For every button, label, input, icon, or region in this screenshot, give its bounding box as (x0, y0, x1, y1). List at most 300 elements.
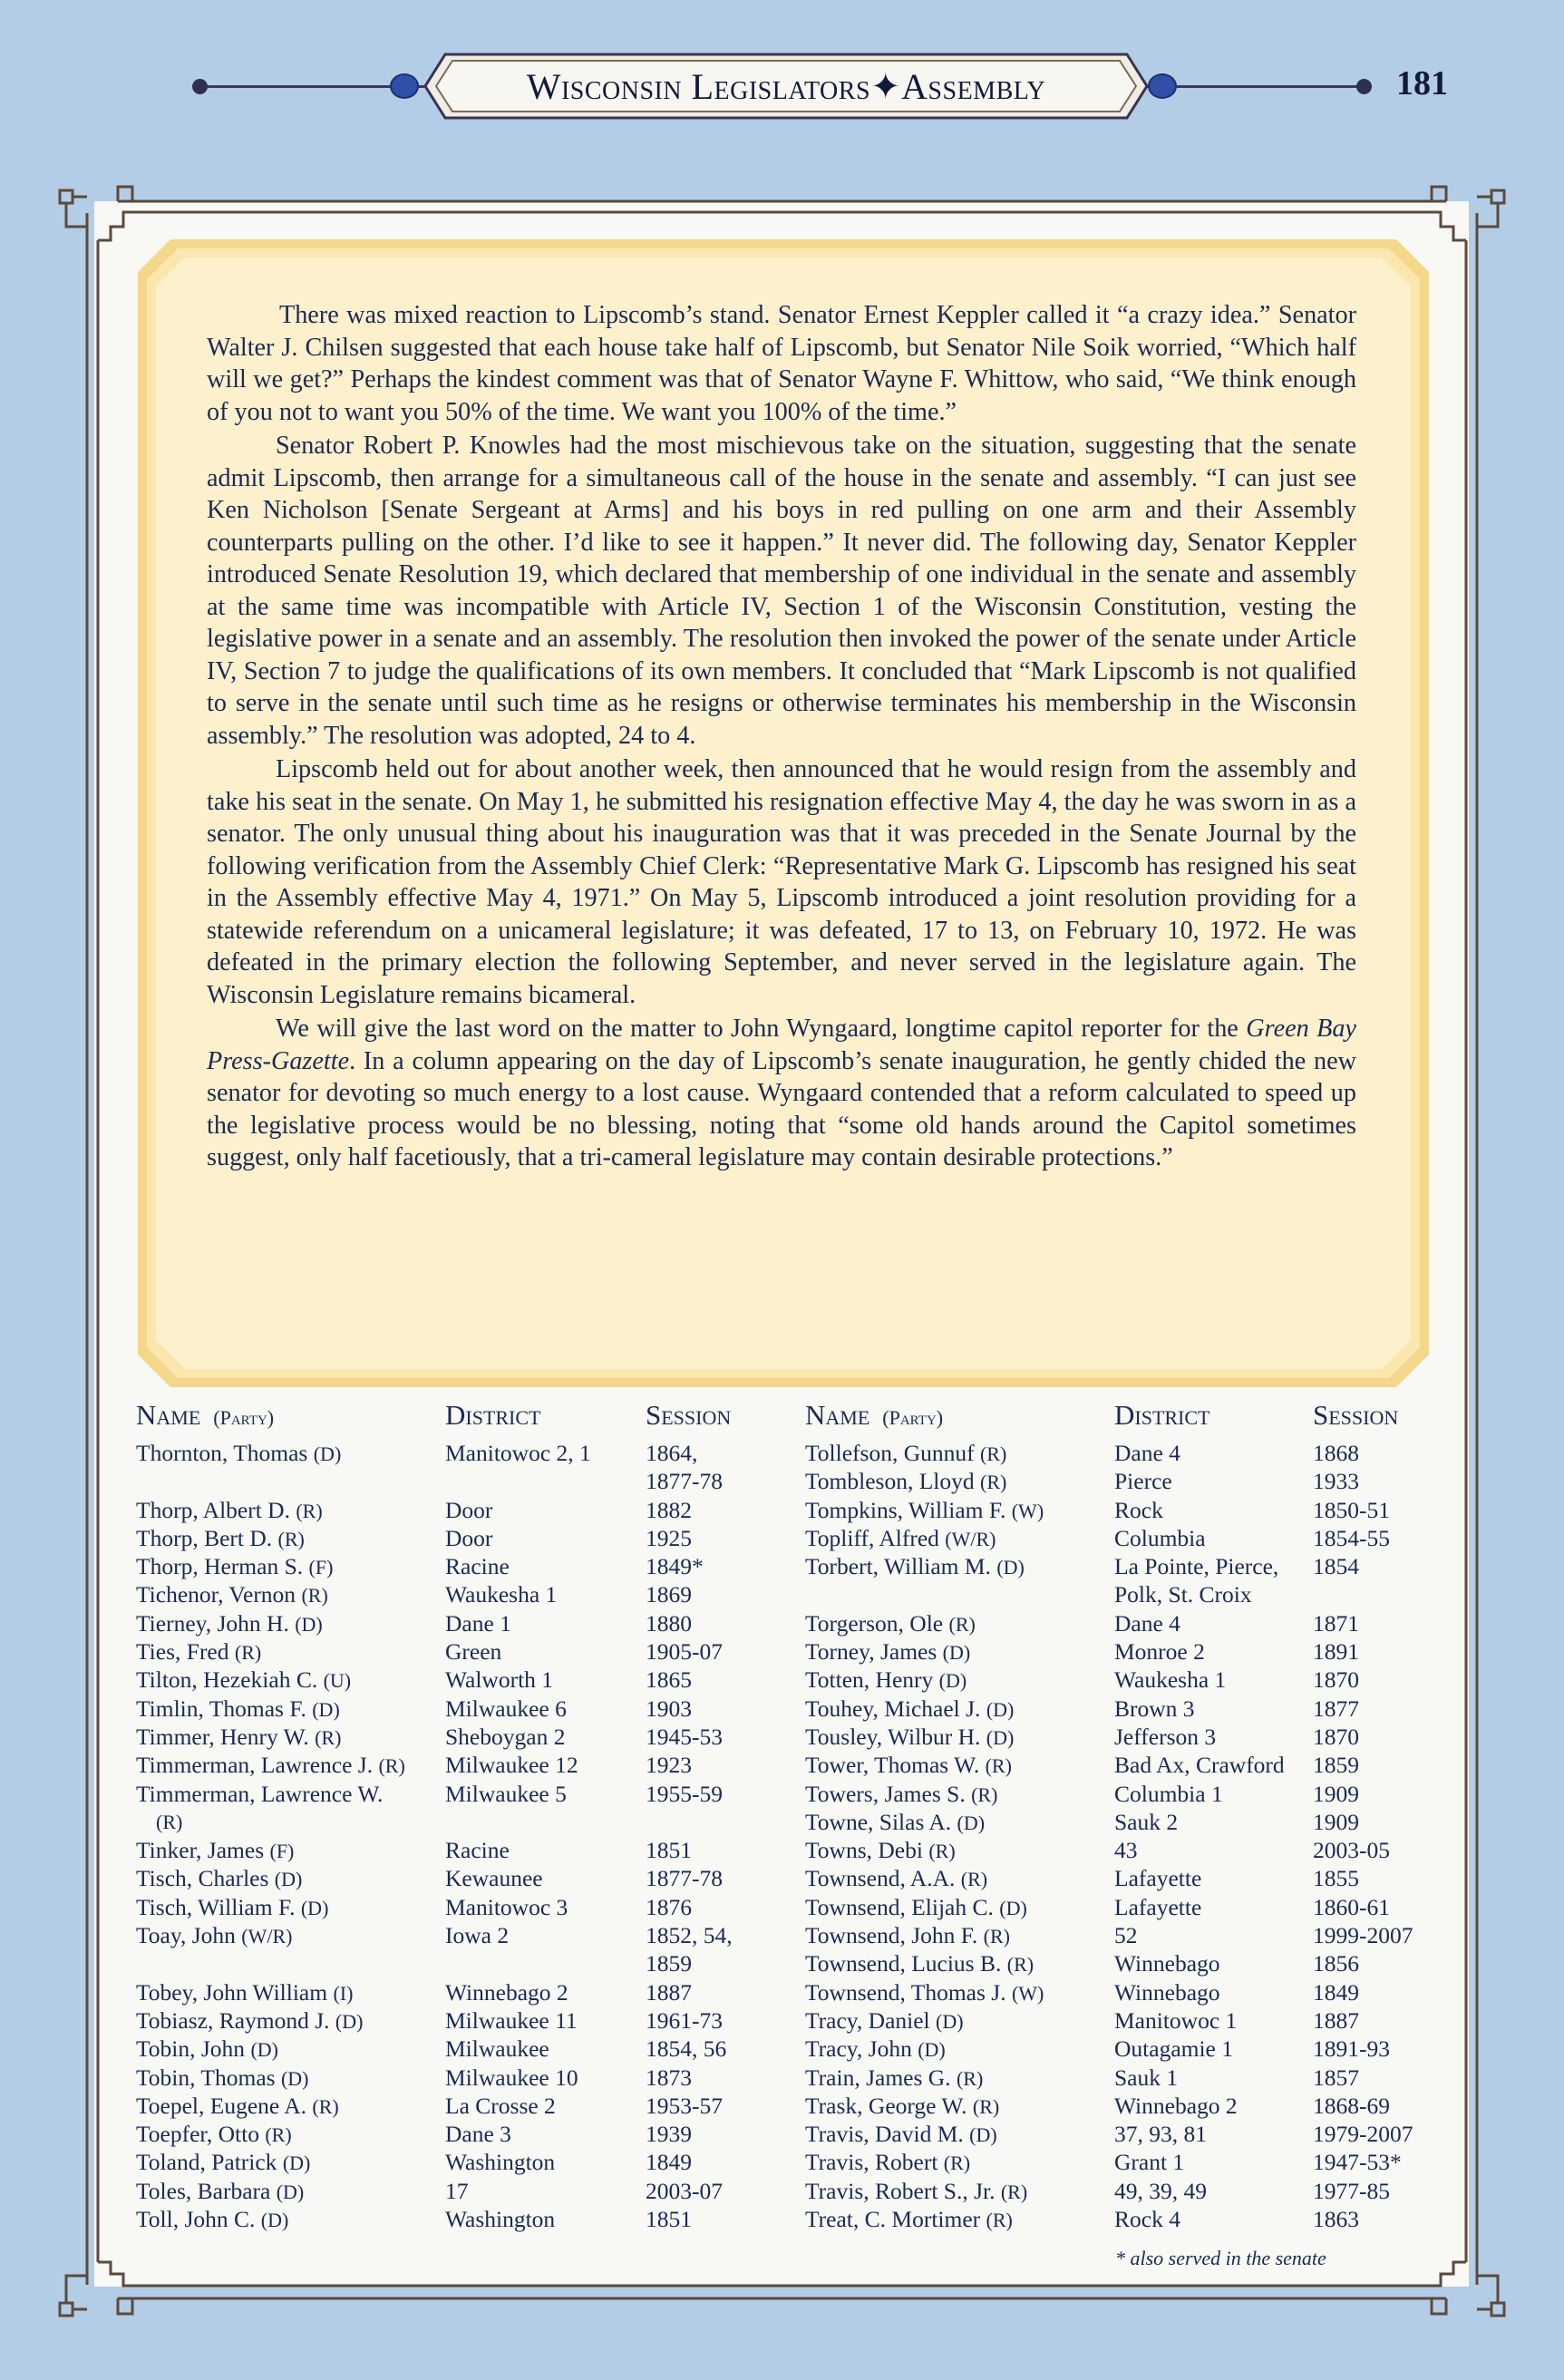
page-header-title: Wisconsin Legislators✦Assembly (526, 65, 1046, 107)
name-text: Tobin, John (136, 2035, 251, 2063)
session-cell: 1851 (646, 2206, 692, 2233)
table-row (805, 1836, 1440, 1864)
legislator-name (805, 1695, 1104, 1724)
legislator-name (805, 2205, 1104, 2234)
district-cell-continued: Polk, St. Croix (1114, 1581, 1252, 1608)
table-row (136, 1524, 771, 1552)
session-cell: 1925 (646, 1524, 692, 1551)
district-cell: La Pointe, Pierce, Polk, St. Croix (1114, 1552, 1309, 1609)
table-row (805, 1609, 1440, 1637)
session-cell: 1864, 1877-78 (646, 1439, 800, 1496)
table-row (805, 2148, 1440, 2176)
page-number: 181 (1396, 64, 1448, 102)
legislator-name (136, 1695, 435, 1724)
table-row (805, 2092, 1440, 2120)
party-label: (R) (234, 1641, 262, 1665)
legislator-name (136, 1552, 435, 1581)
name-text: Treat, C. Mortimer (805, 2206, 986, 2233)
session-cell: 1947-53* (1313, 2149, 1402, 2176)
table-row (805, 1780, 1440, 1808)
district-cell: Dane 3 (445, 2121, 511, 2148)
legislator-name (805, 1637, 1104, 1666)
header-party-label: (Party) (882, 1406, 944, 1429)
name-text: Thorp, Bert D. (136, 1524, 278, 1551)
table-row (136, 1609, 771, 1637)
district-cell: Columbia (1114, 1524, 1206, 1551)
table-row (136, 2064, 771, 2092)
party-label: (D) (274, 1868, 303, 1891)
table-row (805, 2006, 1440, 2035)
session-cell: 1887 (646, 1978, 692, 2006)
legislator-name (136, 1864, 435, 1893)
name-text: Thornton, Thomas (136, 1440, 314, 1466)
session-cell: 1860-61 (1313, 1893, 1390, 1920)
district-cell: Iowa 2 (445, 1922, 510, 1949)
table-row (805, 1496, 1440, 1524)
legislator-name (136, 1836, 435, 1865)
session-cell: 1854 (1313, 1553, 1359, 1580)
legislator-name (805, 1836, 1104, 1865)
session-cell: 1923 (646, 1752, 692, 1779)
legislator-name (136, 2148, 435, 2177)
name-text: Travis, Robert S., Jr. (805, 2177, 1001, 2204)
party-label: (W) (1011, 1981, 1044, 2005)
district-cell: Manitowoc 3 (445, 1893, 568, 1920)
name-text: Torgerson, Ole (805, 1609, 949, 1637)
footnote: * also served in the senate (1115, 2247, 1326, 2269)
session-cell: 1876 (646, 1893, 692, 1920)
party-label: (D) (957, 1811, 986, 1834)
district-cell: Dane 4 (1114, 1440, 1180, 1466)
legislator-name (805, 1893, 1104, 1922)
legislator-name (805, 1609, 1104, 1638)
session-cell: 1850-51 (1313, 1496, 1390, 1523)
table-row (805, 1949, 1440, 1977)
party-label: (D) (918, 2038, 946, 2062)
party-label: (R) (312, 2094, 339, 2118)
table-row (136, 2035, 771, 2063)
session-cell: 1905-07 (646, 1638, 723, 1666)
session-cell: 1891 (1313, 1638, 1359, 1666)
name-text: Tower, Thomas W. (805, 1752, 986, 1779)
session-cell: 1852, 54, 1859 (646, 1921, 800, 1978)
party-label: (D) (276, 2180, 305, 2203)
session-cell: 1870 (1313, 1666, 1359, 1694)
legislator-name (136, 1524, 435, 1553)
district-cell: Columbia 1 (1114, 1780, 1223, 1807)
name-text: Totten, Henry (805, 1666, 939, 1694)
session-cell: 1849* (646, 1553, 704, 1580)
district-cell: Milwaukee 5 (445, 1780, 567, 1807)
session-cell: 2003-07 (646, 2177, 723, 2204)
name-text: Tracy, John (805, 2035, 918, 2063)
party-label: (D) (250, 2038, 278, 2062)
table-row (805, 1439, 1440, 1467)
session-cell: 1871 (1313, 1609, 1359, 1637)
table-row (805, 2120, 1440, 2148)
legislator-name (805, 1780, 1104, 1809)
legislator-name (805, 2177, 1104, 2206)
column-header-name (136, 1401, 274, 1432)
name-text: Torney, James (805, 1638, 943, 1666)
name-text: Toles, Barbara (136, 2177, 277, 2204)
district-cell: Green (445, 1638, 502, 1666)
legislator-name (805, 1751, 1104, 1780)
session-cell: 1903 (646, 1695, 692, 1722)
party-label: (R) (296, 1499, 323, 1522)
legislator-rows (805, 1439, 1440, 2233)
legislator-name (805, 1524, 1104, 1553)
story-paragraph (207, 1013, 1356, 1174)
table-row (136, 1439, 771, 1496)
district-cell: Winnebago (1114, 1950, 1220, 1977)
story-paragraph: There was mixed reaction to Lipscomb’s stand. Senator Ernest Keppler called it “a crazy idea.” Senator Walter J. Chilsen suggested that each house take half of Lipscomb, but Senator Nile Soik worried, “Which half will we get?” Perhaps the kindest comment was that of Senator Wayne F. Whittow, who said, “We think enough of you not to want you 50% of the time. We want you 100% of the time.” (207, 301, 1356, 426)
district-cell: Manitowoc 1 (1114, 2006, 1238, 2034)
name-text: Tisch, William F. (136, 1893, 301, 1920)
table-row (805, 1467, 1440, 1495)
table-row (136, 2120, 771, 2148)
table-row (805, 1552, 1440, 1609)
district-cell: Washington (445, 2149, 556, 2176)
header-name-label: Name (805, 1399, 870, 1431)
name-text: Travis, Robert (805, 2149, 944, 2176)
name-text: Tierney, John H. (136, 1609, 296, 1637)
district-cell: Pierce (1114, 1468, 1172, 1495)
district-cell: Door (445, 1496, 493, 1523)
table-row (136, 2148, 771, 2176)
legislator-name (136, 2035, 435, 2064)
district-cell: Milwaukee 10 (445, 2064, 578, 2091)
district-cell: Dane 4 (1114, 1609, 1180, 1637)
session-cell: 1882 (646, 1496, 692, 1523)
table-row (136, 1893, 771, 1921)
party-label: (D) (936, 2009, 964, 2033)
table-row (136, 1780, 771, 1837)
party-label: (D) (260, 2209, 289, 2232)
session-cell: 1877 (1313, 1695, 1359, 1722)
legislator-name (136, 1921, 435, 1950)
district-cell: Winnebago 2 (1114, 2092, 1238, 2119)
story-text-run: . In a column appearing on the day of Lipscomb’s senate inauguration, he gently chided the new senator for devoting so much energy to a lost cause. Wyngaard contended that a reform calculated to speed up the legislative process would be no blessing, noting that “some old hands around the Capitol sometimes suggest, only half facetiously, that a tri-cameral legislature may contain desirable protections.” (207, 1046, 1356, 1171)
district-cell: Washington (445, 2206, 556, 2233)
legislator-name (805, 1467, 1104, 1496)
legislator-name (805, 2035, 1104, 2064)
name-text: Townsend, Thomas J. (805, 1978, 1012, 2006)
legislator-name (136, 1751, 435, 1780)
session-cell: 1933 (1313, 1468, 1359, 1495)
name-text: Topliff, Alfred (805, 1524, 946, 1551)
party-label: (R) (1006, 1953, 1035, 1977)
party-label: (I) (333, 1981, 354, 2005)
legislator-name (805, 1666, 1104, 1695)
session-cell: 1877-78 (646, 1865, 723, 1892)
legislator-name (805, 1921, 1104, 1950)
district-cell: Lafayette (1114, 1865, 1202, 1892)
header-name-label: Name (136, 1399, 201, 1431)
table-row (136, 1496, 771, 1524)
publication-title: Green Bay Press-Gazette (207, 1015, 1356, 1075)
legislator-name (136, 1723, 435, 1752)
session-cell: 1953-57 (646, 2092, 723, 2119)
district-cell: Winnebago 2 (445, 1978, 568, 2006)
district-cell: Door (445, 1524, 493, 1551)
session-cell: 1909 (1313, 1808, 1359, 1835)
session-cell: 1849 (646, 2149, 692, 2176)
legislator-name (805, 1978, 1104, 2007)
story-paragraph: Senator Robert P. Knowles had the most mischievous take on the situation, suggesting that the senate admit Lipscomb, then arrange for a simultaneous call of the house in the senate and assembly. “I can just see Ken Nicholson [Senate Sergeant at Arms] and his boys in red pulling on one arm and their Assembly counterparts pulling on the other. I’d like to see it happen.” It never did. The following day, Senator Keppler introduced Senate Resolution 19, which declared that membership of one individual in the senate and assembly at the same time was incompatible with Article IV, Section 1 of the Wisconsin Constitution, vesting the legislative power in a senate and an assembly. The resolution then invoked the power of the senate under Article IV, Section 7 to judge the qualifications of its own members. It concluded that “Mark Lipscomb is not qualified to serve in the senate until such time as he resigns or otherwise terminates his membership in the Wisconsin assembly.” The resolution was adopted, 24 to 4. (207, 432, 1356, 750)
session-cell: 1855 (1313, 1865, 1359, 1892)
name-text: Towns, Debi (805, 1837, 929, 1864)
party-label: (D) (312, 1697, 340, 1721)
party-label: (W/R) (241, 1925, 293, 1948)
name-text: Tobey, John William (136, 1978, 334, 2006)
legislator-name (136, 1580, 435, 1609)
district-cell: Winnebago (1114, 1978, 1220, 2006)
table-row (805, 1978, 1440, 2006)
name-text: Timmerman, Lawrence J. (136, 1752, 379, 1779)
table-row (136, 2205, 771, 2233)
session-cell: 1851 (646, 1837, 692, 1864)
party-label: (D) (942, 1641, 971, 1665)
district-cell: 52 (1114, 1922, 1138, 1949)
session-cell-continued: 1859 (646, 1950, 692, 1977)
session-cell: 1870 (1313, 1723, 1359, 1750)
legislator-name (136, 1609, 435, 1638)
table-row (805, 1524, 1440, 1552)
district-cell: Dane 1 (445, 1609, 511, 1637)
district-cell: Grant 1 (1114, 2149, 1185, 2176)
session-cell: 1977-85 (1313, 2177, 1390, 2204)
district-cell: Walworth 1 (445, 1666, 554, 1694)
district-cell: Racine (445, 1837, 510, 1864)
district-cell: Monroe 2 (1114, 1638, 1205, 1666)
legislator-name (136, 2205, 435, 2234)
table-row (805, 1921, 1440, 1949)
district-cell: Sauk 2 (1114, 1808, 1179, 1835)
party-label: (R) (378, 1754, 405, 1778)
district-cell: Kewaunee (445, 1865, 543, 1892)
party-label: (D) (313, 1443, 342, 1465)
party-label: (R) (265, 2123, 292, 2147)
session-cell: 1857 (1313, 2064, 1359, 2091)
session-cell: 1854-55 (1313, 1524, 1390, 1551)
table-row (136, 1552, 771, 1580)
session-cell: 1849 (1313, 1978, 1359, 2006)
party-label: (U) (323, 1669, 352, 1693)
name-text: Toepel, Eugene A. (136, 2092, 313, 2119)
name-text: Timmerman, Lawrence W. (136, 1780, 384, 1807)
name-text: Torbert, William M. (805, 1553, 997, 1580)
name-text: Toay, John (136, 1922, 242, 1949)
name-text: Townsend, Lucius B. (805, 1950, 1007, 1977)
table-row (805, 1695, 1440, 1723)
table-row (805, 1808, 1440, 1836)
name-text: Tobiasz, Raymond J. (136, 2006, 335, 2034)
name-text: Tompkins, William F. (805, 1496, 1012, 1523)
name-text: Trask, George W. (805, 2092, 973, 2119)
district-cell: 49, 39, 49 (1114, 2177, 1207, 2204)
session-cell: 1999-2007 (1313, 1922, 1413, 1949)
session-cell: 1891-93 (1313, 2035, 1390, 2063)
district-cell: Milwaukee 6 (445, 1695, 567, 1722)
party-label: (R) (943, 2152, 971, 2175)
table-row (136, 1637, 771, 1666)
party-label: (F) (308, 1556, 334, 1579)
name-text: Tisch, Charles (136, 1865, 275, 1892)
legislator-name (805, 1439, 1104, 1468)
party-label: (W) (1011, 1499, 1044, 1522)
session-cell: 2003-05 (1313, 1837, 1390, 1864)
legislator-name (136, 2092, 435, 2121)
table-row (805, 1637, 1440, 1666)
party-label: (R) (972, 2094, 1000, 2118)
name-text: Tinker, James (136, 1837, 270, 1864)
name-text: Toepfer, Otto (136, 2121, 266, 2148)
legislator-name (136, 2120, 435, 2149)
session-cell: 1873 (646, 2064, 692, 2091)
name-text: Thorp, Albert D. (136, 1496, 296, 1523)
legislator-name (805, 1808, 1104, 1837)
party-label: (D) (986, 1697, 1015, 1721)
district-cell: 17 (445, 2177, 469, 2204)
party-label: (D) (280, 2066, 309, 2090)
session-cell: 1865 (646, 1666, 692, 1694)
party-label: (D) (335, 2009, 364, 2033)
name-text: Timmer, Henry W. (136, 1723, 316, 1750)
district-cell: 37, 93, 81 (1114, 2121, 1207, 2148)
party-label: (D) (295, 1612, 323, 1636)
name-text: Travis, David M. (805, 2121, 970, 2148)
table-row (136, 1580, 771, 1608)
legislator-name (136, 1893, 435, 1922)
district-cell: Bad Ax, Crawford (1114, 1752, 1285, 1779)
name-text: Tollefson, Gunnuf (805, 1440, 980, 1466)
legislator-name (805, 1496, 1104, 1525)
party-label: (R) (986, 2209, 1013, 2232)
district-cell: Racine (445, 1553, 510, 1580)
district-cell: Rock 4 (1114, 2206, 1180, 2233)
legislator-name (805, 2120, 1104, 2149)
session-cell: 1880 (646, 1609, 692, 1637)
session-cell: 1887 (1313, 2006, 1359, 2034)
table-row (136, 1695, 771, 1723)
legislator-name (805, 1864, 1104, 1893)
party-label: (W/R) (945, 1527, 996, 1550)
table-row (805, 2205, 1440, 2233)
district-cell: Jefferson 3 (1114, 1723, 1217, 1750)
table-row (805, 1893, 1440, 1921)
name-text: Townsend, A.A. (805, 1865, 961, 1892)
district-cell: Waukesha 1 (445, 1581, 558, 1608)
legislator-name (136, 2177, 435, 2206)
session-cell: 1863 (1313, 2206, 1359, 2233)
session-cell: 1939 (646, 2121, 692, 2148)
story-text (207, 299, 1356, 1176)
legislator-name (136, 1496, 435, 1525)
header-party-label: (Party) (213, 1406, 275, 1429)
table-row (136, 1864, 771, 1892)
name-text: Tousley, Wilbur H. (805, 1723, 986, 1750)
legislator-name (805, 2006, 1104, 2035)
session-cell: 1945-53 (646, 1723, 723, 1750)
session-cell: 1955-59 (646, 1780, 723, 1807)
party-label: (R) (948, 1612, 976, 1636)
name-text: Tichenor, Vernon (136, 1581, 302, 1608)
table-row (805, 1723, 1440, 1751)
column-header-session: Session (1313, 1399, 1399, 1431)
table-row (136, 1666, 771, 1694)
table-row (805, 2177, 1440, 2205)
table-row (805, 1751, 1440, 1779)
session-cell-continued: 1877-78 (646, 1468, 723, 1495)
legislator-name (805, 1552, 1104, 1581)
legislator-name (136, 2006, 435, 2035)
party-label: (D) (282, 2152, 311, 2175)
party-label: (R) (928, 1840, 956, 1863)
party-label: (D) (996, 1556, 1025, 1579)
district-cell: La Crosse 2 (445, 2092, 556, 2119)
table-row (805, 2035, 1440, 2063)
name-text: Townsend, Elijah C. (805, 1893, 1000, 1920)
legislator-name (805, 2092, 1104, 2121)
name-text: Timlin, Thomas F. (136, 1695, 313, 1722)
table-row (805, 1864, 1440, 1892)
district-cell: 43 (1114, 1837, 1138, 1864)
session-cell: 1868-69 (1313, 2092, 1390, 2119)
legislator-name (136, 1780, 435, 1837)
table-row (136, 1723, 771, 1751)
session-cell: 1909 (1313, 1780, 1359, 1807)
table-row (805, 1666, 1440, 1694)
legislator-name (805, 2064, 1104, 2093)
district-cell: Milwaukee (445, 2035, 549, 2063)
table-row (805, 2064, 1440, 2092)
party-label: (D) (986, 1725, 1015, 1749)
party-label: (R) (301, 1584, 328, 1608)
district-cell: Milwaukee 12 (445, 1752, 578, 1779)
district-cell: Milwaukee 11 (445, 2006, 578, 2034)
column-header-session: Session (646, 1399, 732, 1431)
party-label: (F) (269, 1840, 295, 1863)
name-text: Towne, Silas A. (805, 1808, 957, 1835)
session-cell: 1869 (646, 1581, 692, 1608)
column-header-name (805, 1401, 943, 1432)
table-row (136, 1978, 771, 2006)
table-row (136, 2006, 771, 2035)
party-label: (R) (1000, 2180, 1028, 2203)
legislator-name (136, 2064, 435, 2093)
party-label: (R) (983, 1925, 1010, 1948)
party-label: (R) (277, 1527, 305, 1550)
session-cell: 1979-2007 (1313, 2121, 1413, 2148)
party-label: (R) (980, 1471, 1007, 1494)
legislator-name (805, 1949, 1104, 1978)
table-row (136, 1751, 771, 1779)
session-cell: 1961-73 (646, 2006, 723, 2034)
legislator-name (136, 1978, 435, 2007)
name-text: Train, James G. (805, 2064, 957, 2091)
party-label: (D) (969, 2123, 997, 2147)
story-text-run: We will give the last word on the matter to John Wyngaard, longtime capitol reporter for the (276, 1015, 1247, 1043)
legislator-name (136, 1637, 435, 1666)
district-cell: Outagamie 1 (1114, 2035, 1233, 2063)
name-text: Touhey, Michael J. (805, 1695, 986, 1722)
district-cell: Lafayette (1114, 1893, 1202, 1920)
party-label: (R) (156, 1810, 183, 1833)
name-text: Tracy, Daniel (805, 2006, 936, 2034)
legislator-name (805, 2148, 1104, 2177)
legislator-name (805, 1723, 1104, 1752)
